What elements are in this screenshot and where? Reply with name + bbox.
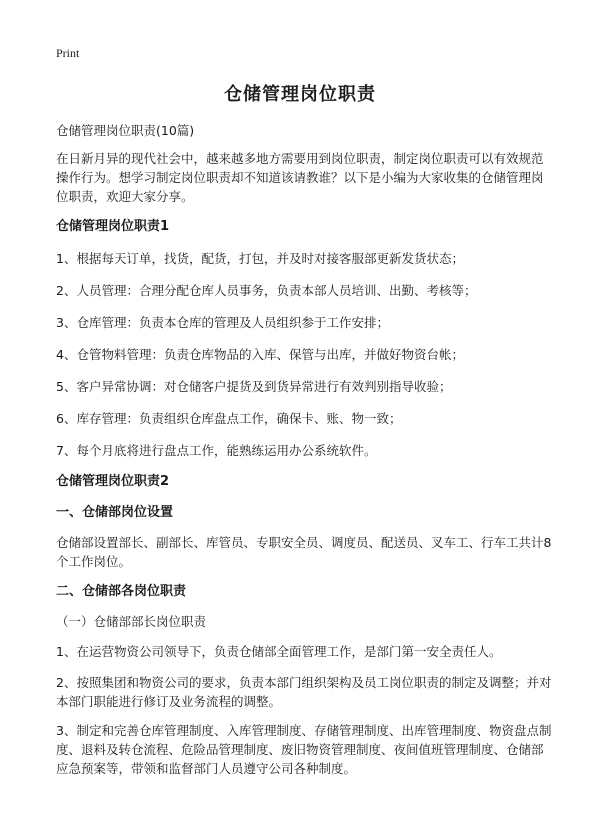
list-item: 2、人员管理：合理分配仓库人员事务，负责本部人员培训、出勤、考核等； — [56, 283, 477, 298]
section2-sub2-subheading: （一）仓储部部长岗位职责 — [56, 614, 207, 629]
document-subtitle: 仓储管理岗位职责(10篇) — [56, 123, 195, 138]
section2-sub2-heading: 二、仓储部各岗位职责 — [56, 584, 187, 599]
list-item: 5、客户异常协调：对仓储客户提货及到货异常进行有效判别指导收验； — [56, 379, 452, 394]
list-item: 1、在运营物资公司领导下，负责仓储部全面管理工作，是部门第一安全责任人。 — [56, 644, 502, 659]
list-item: 3、仓库管理：负责本仓库的管理及人员组织参于工作安排； — [56, 315, 389, 330]
print-link[interactable]: Print — [56, 46, 80, 60]
page-title: 仓储管理岗位职责 — [224, 84, 376, 105]
list-item: 6、库存管理：负责组织仓库盘点工作，确保卡、账、物一致； — [56, 411, 402, 426]
section2-sub1-heading: 一、仓储部岗位设置 — [56, 505, 174, 520]
list-item: 3、制定和完善仓库管理制度、入库管理制度、存储管理制度、出库管理制度、物资盘点制度、退料及转仓流程、危险品管理制度、废旧物资管理制度、夜间值班管理制度、仓储部应急预案等，带领和监督部门人员遵守公司各种制度。 — [56, 723, 552, 776]
section1-heading: 仓储管理岗位职责1 — [56, 219, 170, 234]
section2-heading: 仓储管理岗位职责2 — [56, 474, 170, 489]
list-item: 1、根据每天订单，找货，配货，打包，并及时对接客服部更新发货状态； — [56, 251, 464, 266]
intro-paragraph: 在日新月异的现代社会中，越来越多地方需要用到岗位职责，制定岗位职责可以有效规范操作行为。想学习制定岗位职责却不知道该请教谁？以下是小编为大家收集的仓储管理岗位职责，欢迎大家分享。 — [56, 151, 544, 204]
section2-sub1-text: 仓储部设置部长、副部长、库管员、专职安全员、调度员、配送员、叉车工、行车工共计8个工作岗位。 — [56, 535, 552, 569]
list-item: 4、仓管物料管理：负责仓库物品的入库、保管与出库，并做好物资台帐； — [56, 347, 464, 362]
list-item: 2、按照集团和物资公司的要求，负责本部门组织架构及员工岗位职责的制定及调整；并对本部门职能进行修订及业务流程的调整。 — [56, 675, 552, 709]
list-item: 7、每个月底将进行盘点工作，能熟练运用办公系统软件。 — [56, 443, 377, 458]
